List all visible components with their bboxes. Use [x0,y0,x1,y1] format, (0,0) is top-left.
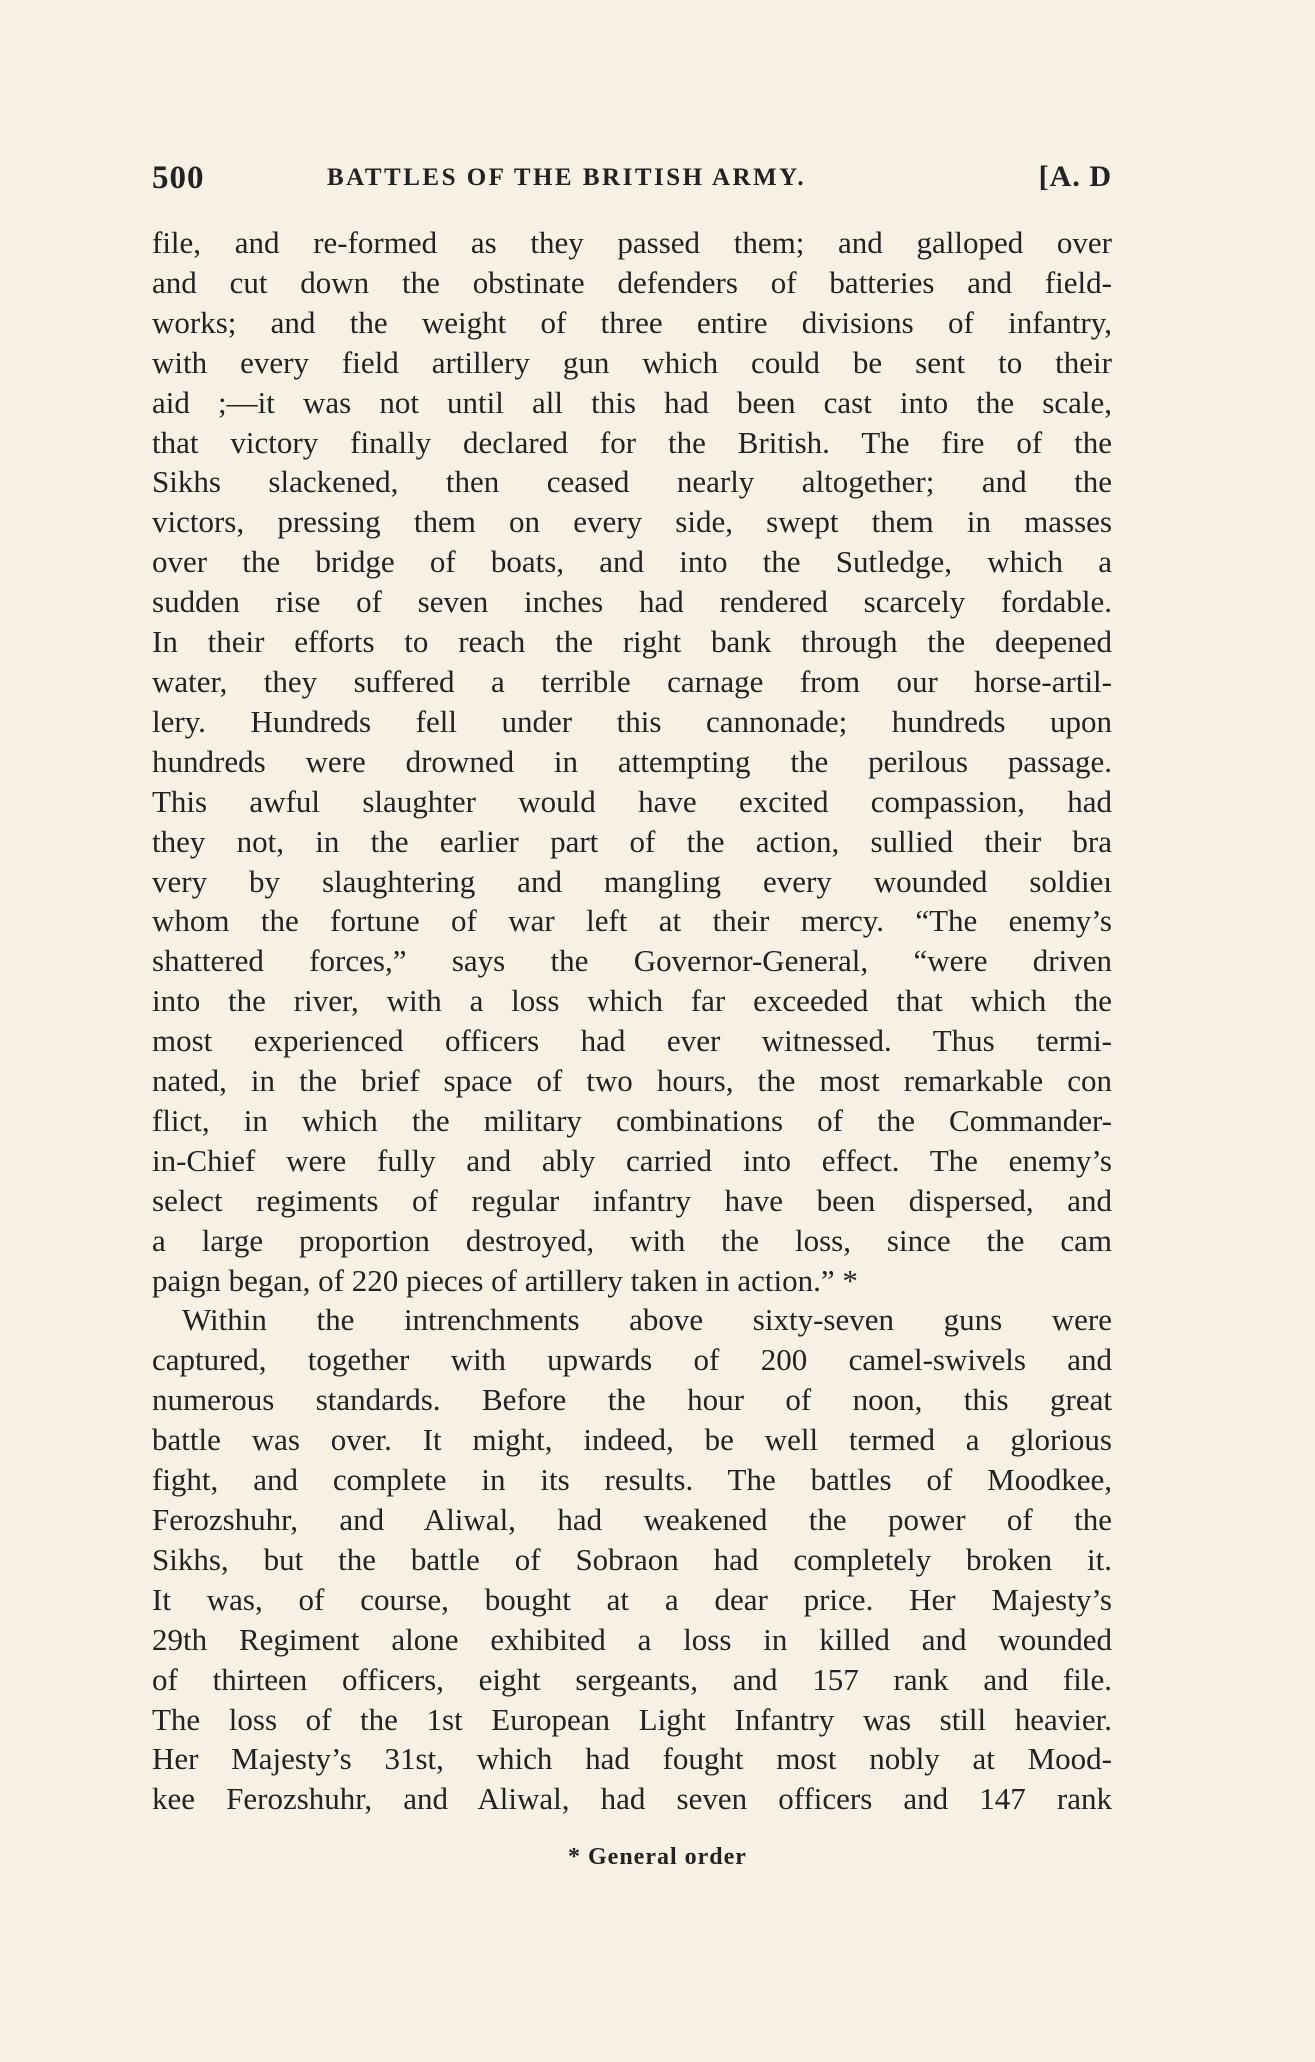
text-line: file, and re-formed as they passed them; and galloped over [152,225,1112,260]
text-line: flict, in which the military combinations of the Commander- [152,1102,1112,1138]
text-line: that victory finally declared for the British. The fire of the [152,424,1112,460]
text-line: This awful slaughter would have excited compassion, had [152,783,1112,819]
footnote: * General order [568,1844,747,1870]
text-line: most experienced officers had ever witnessed. Thus termi- [152,1023,1112,1059]
text-line: In their efforts to reach the right bank through the deepened [152,624,1112,660]
text-line: numerous standards. Before the hour of noon, this great [152,1382,1112,1418]
text-line: works; and the weight of three entire divisions of infantry, [152,304,1112,340]
text-line: aid ;—it was not until all this had been cast into the scale, [152,384,1112,420]
text-line: kee Ferozshuhr, and Aliwal, had seven officers and 147 rank [152,1781,1112,1817]
text-line: Sikhs, but the battle of Sobraon had completely broken it. [152,1541,1112,1577]
text-line: of thirteen officers, eight sergeants, and 157 rank and file. [152,1661,1112,1697]
text-line: hundreds were drowned in attempting the perilous passage. [152,743,1112,779]
text-line: whom the fortune of war left at their mercy. “The enemy’s [152,903,1112,939]
running-head-right: [A. D [1038,160,1112,193]
text-line: in-Chief were fully and ably carried into effect. The enemy’s [152,1142,1112,1178]
text-line: into the river, with a loss which far exceeded that which the [152,983,1112,1019]
text-line: nated, in the brief space of two hours, the most remarkable con [152,1063,1112,1099]
page-number: 500 [152,160,205,196]
text-line: victors, pressing them on every side, swept them in masses [152,504,1112,540]
text-line: shattered forces,” says the Governor-General, “were driven [152,943,1112,979]
text-line: select regiments of regular infantry have been dispersed, and [152,1182,1112,1218]
running-head [152,160,1112,200]
text-line: water, they suffered a terrible carnage from our horse-artil- [152,663,1112,699]
text-line: Her Majesty’s 31st, which had fought most nobly at Mood- [152,1741,1112,1777]
text-line: 29th Regiment alone exhibited a loss in killed and wounded [152,1621,1112,1657]
text-line: Sikhs slackened, then ceased nearly altogether; and the [152,464,1112,500]
text-line: very by slaughtering and mangling every wounded soldieı [152,863,1112,899]
text-line: they not, in the earlier part of the action, sullied their bra [152,823,1112,859]
text-line: Ferozshuhr, and Aliwal, had weakened the power of the [152,1502,1112,1537]
text-line: fight, and complete in its results. The battles of Moodkee, [152,1462,1112,1498]
running-title: BATTLES OF THE BRITISH ARMY. [327,164,807,191]
text-line: sudden rise of seven inches had rendered scarcely fordable. [152,584,1112,620]
text-line: a large proportion destroyed, with the loss, since the cam [152,1222,1112,1258]
text-line: Within the intrenchments above sixty-seven guns were [182,1302,1112,1338]
body-text [152,223,1112,1819]
text-line: and cut down the obstinate defenders of batteries and field- [152,264,1112,300]
text-line: The loss of the 1st European Light Infantry was still heavier. [152,1701,1112,1737]
text-line: battle was over. It might, indeed, be well termed a glorious [152,1422,1112,1458]
text-line: lery. Hundreds fell under this cannonade; hundreds upon [152,703,1112,739]
text-line: It was, of course, bought at a dear price. Her Majesty’s [152,1581,1112,1617]
text-line: over the bridge of boats, and into the Sutledge, which a [152,544,1112,580]
text-line: captured, together with upwards of 200 camel-swivels and [152,1342,1112,1378]
text-line: paign began, of 220 pieces of artillery taken in action.” * [152,1262,858,1298]
text-line: with every field artillery gun which could be sent to their [152,344,1112,380]
